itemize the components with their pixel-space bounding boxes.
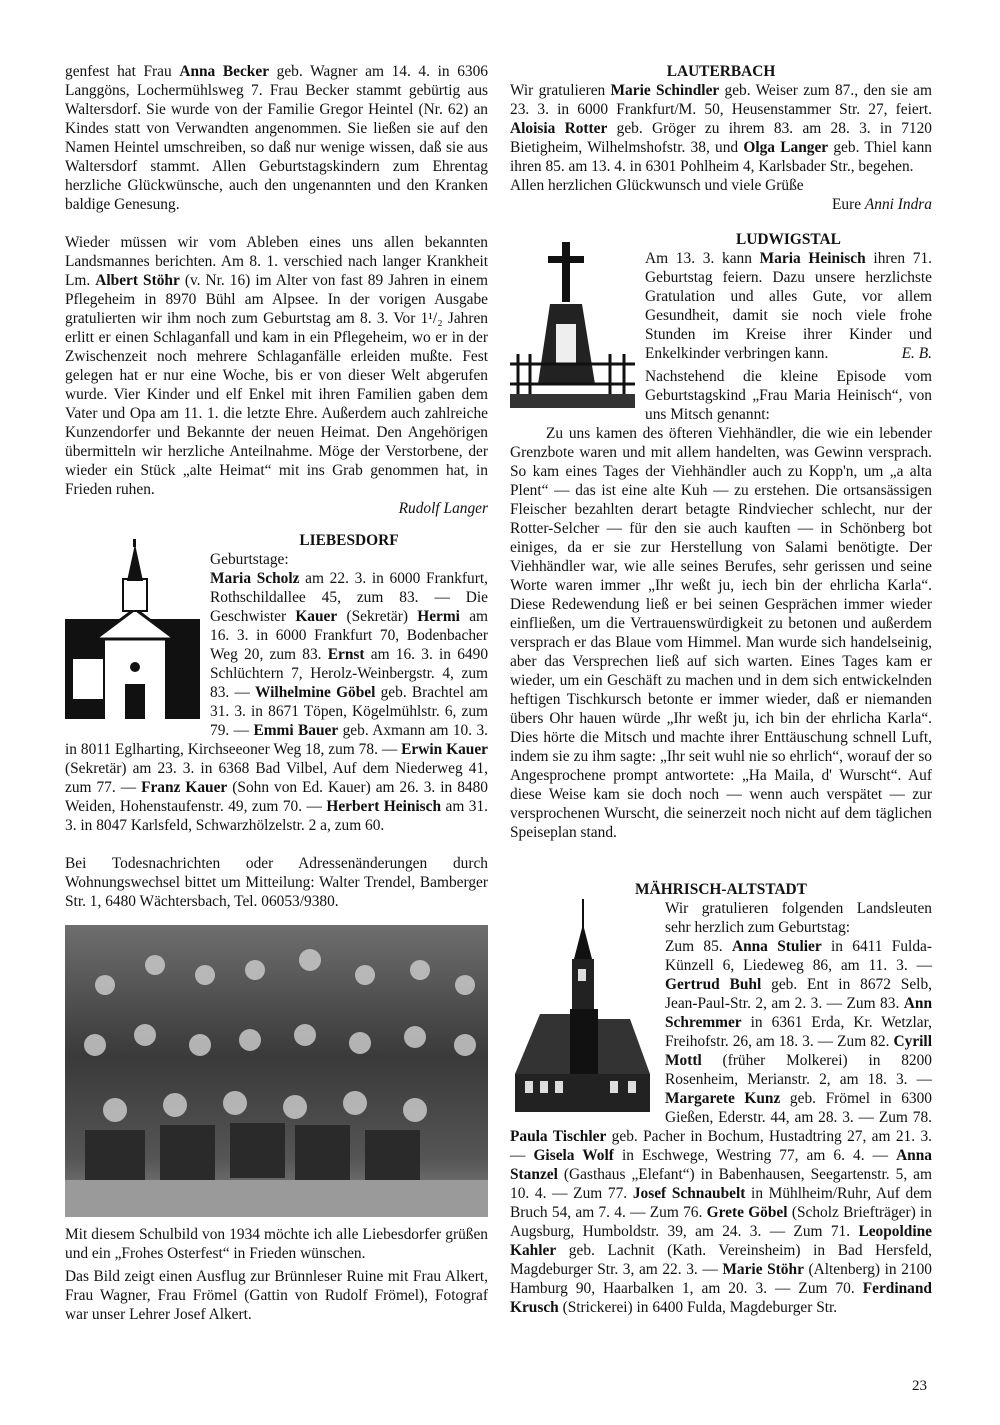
- text-segment: Bei Todesnachrichten oder Adressenänderungen durch Wohnungswechsel bittet um Mitteilung: Walter Trendel, Bamberger Str. 1, 6480 Wächtersbach, Tel. 06053/9380.: [65, 855, 488, 910]
- text-segment: geb. Gröger zu ihrem 83. am 28. 3. in 7120 Bietigheim, Wilhelmshofstr. 38, und: [510, 120, 932, 156]
- section-ludwigstal: [510, 230, 932, 842]
- text-segment: Mit diesem Schulbild von 1934 möchte ich alle Liebesdorfer grüßen und ein „Frohes Osterfest“ in Frieden wünschen.: [65, 1226, 488, 1262]
- lauterbach-greeting: Allen herzlichen Glückwunsch und viele Grüße: [510, 177, 804, 194]
- signature: Rudolf Langer: [398, 500, 488, 517]
- lauterbach-birthdays: [510, 81, 932, 176]
- text-segment: geb. Lachnit (Kath. Vereinsheim) in Bad Hersfeld, Magdeburger Str. 3, am 22. 3. —: [510, 1242, 932, 1278]
- text-segment: genfest hat Frau: [65, 63, 180, 80]
- ludwigstal-signature: E. B.: [901, 345, 932, 362]
- notice-contact: [65, 854, 488, 911]
- person-name: Cyrill Mottl: [665, 1033, 932, 1069]
- text-segment: (Gasthaus „Elefant“) in Babenhausen, Seegartenstr. 5, am 10. 4. — Zum 77.: [510, 1166, 932, 1202]
- text-segment: Zum 85.: [665, 938, 732, 955]
- subheading-geburtstage: Geburtstage:: [210, 551, 289, 568]
- paragraph-anna-becker: [65, 62, 488, 214]
- person-name: Gertrud Buhl: [665, 976, 762, 993]
- person-name: Erwin Kauer: [401, 741, 488, 758]
- person-name: Margarete Kunz: [665, 1090, 781, 1107]
- paragraph-obituary-albert-stoehr: [65, 233, 488, 499]
- text-segment: geb. Axmann am 10. 3. in 8011 Eglharting, Kirchseeoner Weg 18, zum 78. —: [65, 722, 489, 758]
- text-segment: geb. Frömel in 6300 Gießen, Ederstr. 44, am 28. 3. — Zum 78.: [665, 1090, 932, 1126]
- left-column: [65, 62, 488, 1324]
- text-segment: geb. Thiel kann ihren 85. am 13. 4. in 6301 Pohlheim 4, Karlsbader Str., begehen.: [510, 139, 932, 175]
- text-segment: am 16. 3. in 6000 Frankfurt 70, Bodenbacher Weg 20, zum 83.: [210, 608, 488, 663]
- text-segment: Zu uns kamen des öfteren Viehhändler, die wie ein lebender Grenzbote waren und mit allem handelten, was Gewinn versprach. So kam eines Tages der Viehhändler auch zu Kopp'n, um „a alta Plent“ — das ist eine alte Kuh — zu erstehen. Die ortsansässigen Fleischer bezahlten derart betagte Rindviecher schlecht, nur der Rotter-Selcher — für den sie auch kauften — in Schönberg bot einiges, da er sie zur Herstellung von Salami benötigte. Der Viehhändler war, wie alle seines Berufes, sehr gerissen und seine Worte waren immer „Ihr weßt ju, iech bin der ehrlicha Karla“. Diese Redewendung ließ er bei seinen Gesprächen immer wieder einfließen, um die Vertrauenswürdigkeit zu betonen und außerdem versprach er das Blaue vom Himmel. Man wurde sich handelseinig, aber das Versprechen ließ auf sich warten. Eines Tages kam er wieder, um ein Geschäft zu machen und in dem sich entwickelnden heftigen Tischkursch betonte er immer wieder, daß er niemanden übers Ohr hauen würde „Ihr weßt ju, ich bin der ehrlicha Karla“. Dies hörte die Mitsch und machte ihrer Enttäuschung schnell Luft, indem sie zu ihm sagte: „Ihr seit wuhl nie so ehrlich“, worauf der so Angesprochene prompt antwortete: „Ha Maila, d' Wurscht“. Auf diese Weise kam sie doch noch — wenn auch verspätet — zur versprochenen Wurscht, die seinerzeit noch nicht auf dem täglichen Speiseplan stand.: [510, 425, 932, 841]
- person-name: Anna Becker: [179, 63, 270, 80]
- text-segment: (Sekretär) am 23. 3. in 6368 Bad Vilbel, Auf dem Niederweg 41, zum 77. —: [65, 760, 488, 796]
- photo-description: [65, 1267, 488, 1324]
- person-name: Ernst: [327, 646, 365, 663]
- person-name: Maria Heinisch: [759, 250, 866, 267]
- text-segment: in 6361 Erda, Kr. Wetzlar, Freihofstr. 26, am 18. 3. — Zum 82.: [665, 1014, 932, 1050]
- person-name: Josef Schnaubelt: [632, 1185, 746, 1202]
- text-segment: Wir gratulieren: [510, 82, 611, 99]
- person-name: Albert Stöhr: [95, 272, 180, 289]
- text-segment: geb. Wagner am 14. 4. in 6306 Langgöns, Lochermühlsweg 7. Frau Becker stammt gebürtig aus Waltersdorf. Sie wurde von der Familie Gregor Heintel (Nr. 62) an Kindes statt von Verwandten angenommen. Sie ließen sie auf den Namen Heintel umschreiben, so daß nur wenige wissen, daß sie aus Waltersdorf stammt. Allen Geburtstagskindern zum Ehrentag herzliche Glückwünsche, auch den ungenannten und den Kranken baldige Genesung.: [65, 63, 488, 213]
- person-name: Marie Schindler: [610, 82, 720, 99]
- text-segment: geb. Weiser zum 87., den sie am 23. 3. in 6000 Frankfurt/M. 50, Heusenstammer Str. 27, feiert.: [510, 82, 932, 118]
- section-maehrisch-altstadt: [510, 880, 932, 1317]
- section-liebesdorf: [65, 531, 488, 1324]
- text-segment: am 31. 3. in 8047 Karlsfeld, Schwarzhölzelstr. 2 a, zum 60.: [65, 798, 488, 834]
- person-name: Herbert Heinisch: [326, 798, 442, 815]
- section-heading-liebesdorf: LIEBESDORF: [299, 532, 399, 549]
- text-segment: in Eschwege, Westring 77, am 6. 4. —: [613, 1147, 897, 1164]
- text-segment: Am 13. 3. kann: [645, 250, 760, 267]
- ludwigstal-story: [510, 424, 932, 842]
- text-segment: Wir gratulieren folgenden Landsleuten sehr herzlich zum Geburtstag:: [665, 900, 932, 936]
- text-segment: geb. Pacher in Bochum, Hustadtring 27, am 21. 3. —: [510, 1128, 932, 1164]
- person-name: Wilhelmine Göbel: [255, 684, 376, 701]
- school-class-photo: [65, 925, 488, 1217]
- right-column: [510, 62, 932, 1317]
- text-segment: (Altenberg) in 2100 Hamburg 90, Haarbalken 1, am 20. 3. — Zum 70.: [510, 1261, 932, 1297]
- person-name: Paula Tischler: [510, 1128, 607, 1145]
- text-segment: Das Bild zeigt einen Ausflug zur Brünnleser Ruine mit Frau Alkert, Frau Wagner, Frau Frömel (Gattin von Rudolf Frömel), Fotograf war unser Lehrer Josef Alkert.: [65, 1268, 488, 1323]
- text-segment: am 22. 3. in 6000 Frankfurt, Rothschildallee 45, zum 83. — Die Geschwister: [210, 570, 488, 625]
- section-lauterbach: [510, 62, 932, 214]
- text-segment: geb. Brachtel am 31. 3. in 8671 Töpen, Kögelmühlstr. 6, zum 79. —: [210, 684, 489, 739]
- person-name: Emmi Bauer: [253, 722, 339, 739]
- lauterbach-signature: Eure Anni Indra: [831, 196, 932, 213]
- person-name: Grete Göbel: [706, 1204, 788, 1221]
- text-segment: (Sekretär): [337, 608, 418, 625]
- section-heading-lauterbach: LAUTERBACH: [666, 63, 776, 80]
- text-segment: Nachstehend die kleine Episode vom Geburtstagskind „Frau Maria Heinisch“, von uns Mitsch genannt:: [645, 368, 932, 423]
- person-name: Ferdinand Krusch: [510, 1280, 932, 1316]
- person-name: Marie Stöhr: [722, 1261, 804, 1278]
- section-heading-maehrisch-altstadt: MÄHRISCH-ALTSTADT: [635, 881, 807, 898]
- person-name: Leopoldine Kahler: [510, 1223, 932, 1259]
- text-segment: geb. Ent in 8672 Selb, Jean-Paul-Str. 2, am 2. 3. — Zum 83.: [665, 976, 932, 1012]
- text-segment: am 16. 3. in 6490 Schlüchtern 7, Herolz-Weinbergstr. 4, zum 83. —: [210, 646, 489, 701]
- person-name: Ann Schremmer: [665, 995, 932, 1031]
- person-name: Hermi: [417, 608, 460, 625]
- person-name: Anna Stulier: [731, 938, 822, 955]
- section-heading-ludwigstal: LUDWIGSTAL: [736, 231, 841, 248]
- text-segment: (Sohn von Ed. Kauer) am 26. 3. in 8480 Weiden, Hohenstaufenstr. 49, zum 70. —: [65, 779, 488, 815]
- page-number: 23: [912, 1378, 927, 1394]
- person-name: Maria Scholz: [210, 570, 300, 587]
- text-segment: in Mühlheim/Ruhr, Auf dem Bruch 54, am 7. 4. — Zum 76.: [510, 1185, 933, 1221]
- person-name: Anna Stanzel: [510, 1147, 932, 1183]
- person-name: Franz Kauer: [141, 779, 228, 796]
- text-segment: in 6411 Fulda-Künzell 6, Liedeweg 86, am 11. 3. —: [665, 938, 932, 974]
- text-segment: (v. Nr. 16) im Alter von fast 89 Jahren in einem Pflegeheim in 8970 Bühl am Alpsee. In der vorigen Ausgabe gratulierten wir ihm noch zum Geburtstag am 8. 3. Vor 1¹/₂ Jahren erlitt er einen Schlaganfall und kam in ein Pflegeheim, wo er in der Zwischenzeit noch mehrere Schlaganfälle erleiden mußte. Fest gelegen hat er nur eine Woche, bis er von dieser Welt abgerufen wurde. Vier Kinder und elf Enkel mit ihren Familien gaben dem Vater und Opa am 11. 1. die letzte Ehre. Außerdem auch zahlreiche Kunzendorfer und Bekannte der neuen Heimat. Den Angehörigen übermitteln wir herzliche Anteilnahme. Möge der Verstorbene, der wieder ein Stück „alte Heimat“ mit ins Grab genommen hat, in Frieden ruhen.: [65, 272, 488, 498]
- text-segment: ihren 71. Geburtstag feiern. Dazu unsere herzlichste Gratulation und alles Gute, vor allem Gesundheit, damit sie noch viele frohe Stunden im Kreise ihrer Kinder und Enkelkinder verbringen kann.: [645, 250, 932, 362]
- person-name: Aloisia Rotter: [510, 120, 608, 137]
- town-hall-illustration: [510, 899, 655, 1119]
- person-name: Olga Langer: [743, 139, 829, 156]
- person-name: Kauer: [295, 608, 338, 625]
- wayside-cross-illustration: [510, 234, 635, 414]
- person-name: Gisela Wolf: [533, 1147, 614, 1164]
- text-segment: (Strickerei) in 6400 Fulda, Magdeburger Str.: [558, 1299, 838, 1316]
- church-illustration: [65, 539, 200, 724]
- text-segment: (Scholz Briefträger) in Augsburg, Humboldstr. 39, am 24. 3. — Zum 71.: [510, 1204, 932, 1240]
- text-segment: Wieder müssen wir vom Ableben eines uns allen bekannten Landsmannes berichten. Am 8. 1. verschied nach langer Krankheit Lm.: [65, 234, 488, 289]
- text-segment: (früher Molkerei) in 8200 Rosenheim, Merianstr. 2, am 18. 3. —: [665, 1052, 932, 1088]
- photo-caption: [65, 1225, 488, 1263]
